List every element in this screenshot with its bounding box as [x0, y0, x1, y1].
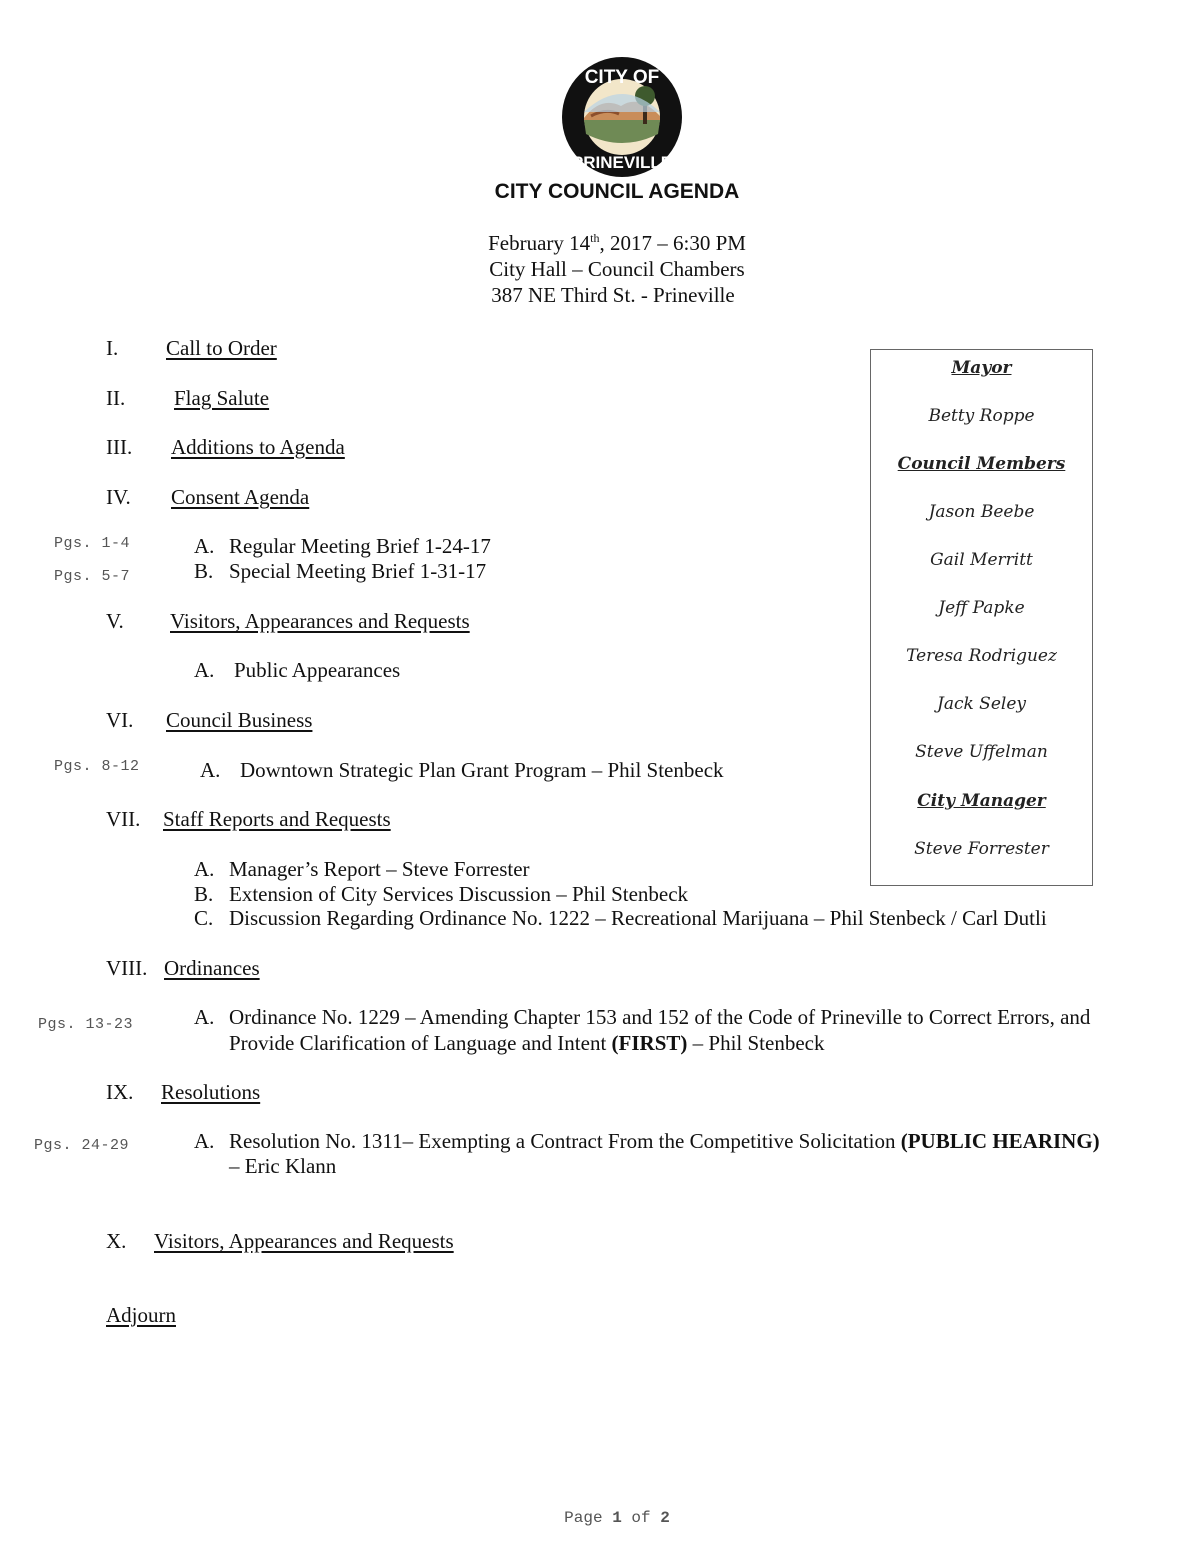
page-number — [0, 1509, 1200, 1527]
agenda-item-continued — [229, 1031, 824, 1056]
agenda-item: Manager’s Report – Steve Forrester — [229, 857, 530, 881]
page-reference: Pgs. 1-4 — [54, 535, 131, 552]
of-label: of — [631, 1509, 651, 1527]
meeting-location: City Hall – Council Chambers — [489, 257, 745, 281]
section-title-flag-salute: Flag Salute — [174, 386, 270, 410]
item-letter: A. — [200, 758, 221, 782]
section-title-call-to-order: Call to Order — [166, 336, 277, 360]
page-label: Page — [564, 1509, 603, 1527]
agenda-item: Downtown Strategic Plan Grant Program – Phil Stenbeck — [240, 758, 724, 782]
mayor-name: Betty Roppe — [928, 406, 1035, 426]
section-title-resolutions: Resolutions — [161, 1080, 261, 1104]
meeting-date-main: February 14 — [488, 231, 591, 255]
council-roster — [870, 349, 1093, 886]
section-number: VII. — [106, 807, 141, 831]
meeting-date-time: , 2017 – 6:30 PM — [599, 231, 746, 255]
agenda-item-text: Resolution No. 1311– Exempting a Contract From the Competitive Solicitation — [229, 1129, 901, 1153]
page-title: CITY COUNCIL AGENDA — [494, 180, 740, 203]
page-reference: Pgs. 24-29 — [34, 1137, 130, 1154]
agenda-item-presenter: – Eric Klann — [229, 1154, 337, 1178]
meeting-date-suffix: th — [590, 231, 600, 245]
section-number: III. — [106, 435, 133, 459]
current-page: 1 — [612, 1509, 622, 1527]
section-title-visitors-2: Visitors, Appearances and Requests — [154, 1229, 454, 1253]
agenda-item: Discussion Regarding Ordinance No. 1222 – Recreational Marijuana – Phil Stenbeck / Carl Dutli — [229, 906, 1047, 930]
adjourn: Adjourn — [106, 1303, 176, 1327]
council-member: Jeff Papke — [938, 598, 1025, 618]
city-logo — [561, 56, 683, 178]
section-number: VI. — [106, 708, 134, 732]
council-member: Jason Beebe — [928, 502, 1035, 522]
logo-top-text: CITY OF — [584, 67, 660, 88]
page-reference: Pgs. 5-7 — [54, 568, 131, 585]
section-number: I. — [106, 336, 119, 360]
section-title-visitors: Visitors, Appearances and Requests — [170, 609, 470, 633]
section-title-staff-reports: Staff Reports and Requests — [163, 807, 391, 831]
page-reference: Pgs. 8-12 — [54, 758, 140, 775]
item-letter: A. — [194, 658, 215, 682]
meeting-address: 387 NE Third St. - Prineville — [491, 283, 735, 307]
section-number: X. — [106, 1229, 127, 1253]
mayor-heading: Mayor — [951, 358, 1012, 378]
council-member: Gail Merritt — [930, 550, 1033, 570]
item-letter: A. — [194, 1129, 215, 1153]
council-member: Steve Uffelman — [915, 742, 1048, 762]
council-members-heading: Council Members — [897, 454, 1066, 474]
section-title-ordinances: Ordinances — [164, 956, 260, 980]
city-manager-name: Steve Forrester — [914, 839, 1049, 859]
page-reference: Pgs. 13-23 — [38, 1016, 134, 1033]
section-number: IV. — [106, 485, 131, 509]
city-logo-seal — [561, 56, 683, 178]
council-member: Teresa Rodriguez — [906, 646, 1057, 666]
agenda-item: Special Meeting Brief 1-31-17 — [229, 559, 487, 583]
logo-bottom-text: PRINEVILLE — [571, 153, 673, 172]
section-number: V. — [106, 609, 124, 633]
item-letter: A. — [194, 534, 215, 558]
item-letter: B. — [194, 882, 214, 906]
city-manager-heading: City Manager — [917, 791, 1046, 811]
item-letter: C. — [194, 906, 214, 930]
section-number: II. — [106, 386, 126, 410]
meeting-date — [0, 231, 1200, 256]
agenda-item: Extension of City Services Discussion – Phil Stenbeck — [229, 882, 689, 906]
section-title-additions: Additions to Agenda — [171, 435, 345, 459]
section-number: IX. — [106, 1080, 134, 1104]
section-title-council-business: Council Business — [166, 708, 313, 732]
item-letter: A. — [194, 1005, 215, 1029]
agenda-item: Public Appearances — [234, 658, 401, 682]
total-pages: 2 — [660, 1509, 670, 1527]
hearing-label: (PUBLIC HEARING) — [900, 1129, 1100, 1153]
agenda-item: Regular Meeting Brief 1-24-17 — [229, 534, 491, 558]
item-letter: B. — [194, 559, 214, 583]
agenda-item: Ordinance No. 1229 – Amending Chapter 153 and 152 of the Code of Prineville to Correct Errors, and — [229, 1005, 1091, 1029]
agenda-item — [229, 1129, 1100, 1154]
council-member: Jack Seley — [937, 694, 1026, 714]
item-letter: A. — [194, 857, 215, 881]
section-title-consent: Consent Agenda — [171, 485, 310, 509]
agenda-item-text: Provide Clarification of Language and Intent — [229, 1031, 612, 1055]
reading-label: (FIRST) — [611, 1031, 688, 1055]
agenda-item-presenter: – Phil Stenbeck — [687, 1031, 825, 1055]
section-number: VIII. — [106, 956, 148, 980]
